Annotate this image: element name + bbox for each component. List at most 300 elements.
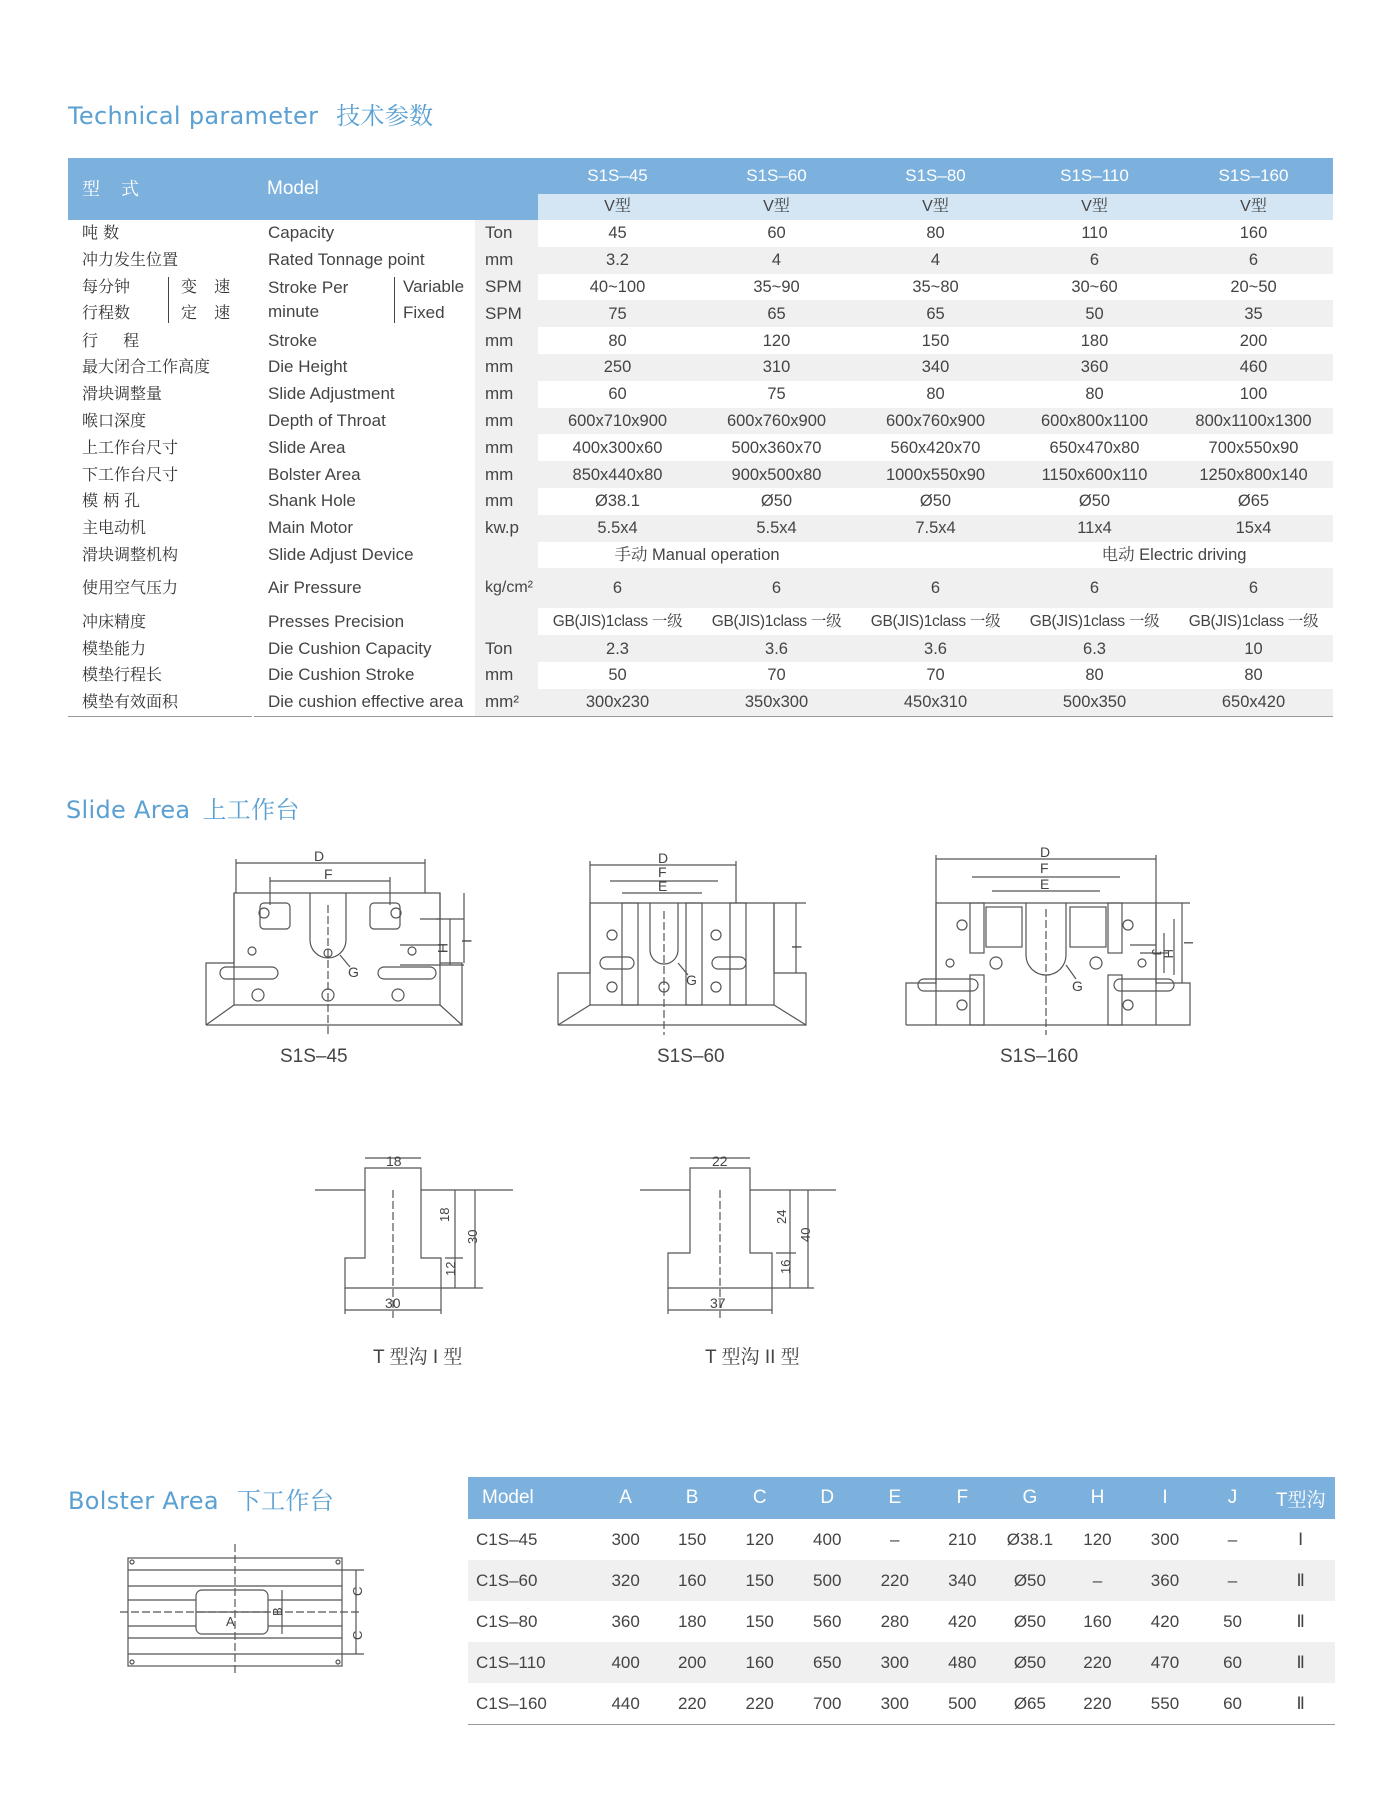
col-header: F: [929, 1477, 997, 1519]
cell: Ø38.1: [595, 492, 640, 511]
cell: 650: [793, 1642, 861, 1683]
header-type: V型: [1174, 194, 1333, 220]
cell: 6: [1015, 247, 1174, 274]
cell: Ⅱ: [1266, 1560, 1335, 1601]
drawing-outline: [315, 1158, 513, 1318]
row-en-sub1: Variable: [403, 277, 465, 297]
cell-empty: [856, 542, 1015, 569]
row-cn: 喉口深度: [68, 408, 253, 435]
table-row: [468, 1642, 1335, 1683]
caption-t-slot-type-2: T 型沟 II 型: [705, 1347, 800, 1368]
label-h: H: [1161, 949, 1176, 959]
cell: 360: [1131, 1560, 1199, 1601]
col-header: G: [996, 1477, 1064, 1519]
row-cn: 主电动机: [68, 515, 253, 542]
header-model: S1S–110: [1015, 158, 1174, 194]
cell: 460: [1174, 354, 1333, 381]
cell: 1150x600x110: [1015, 461, 1174, 488]
cell: GB(JIS)1class 一级: [1029, 612, 1160, 630]
cell: 420: [948, 1611, 977, 1631]
drawing-outline: [558, 861, 806, 1035]
cell: 35: [1174, 300, 1333, 327]
title-cn: 下工作台: [236, 1487, 335, 1515]
table-row: [68, 274, 1333, 301]
cell: C1S–45: [476, 1529, 538, 1549]
cell: 600x710x900: [538, 408, 697, 435]
row-en: Rated Tonnage point: [253, 247, 475, 274]
cell: 200: [1239, 331, 1268, 350]
cell: 220: [861, 1560, 929, 1601]
col-header: E: [861, 1477, 929, 1519]
row-cn2: 行程数: [82, 303, 131, 323]
row-en: Slide Area: [253, 434, 475, 461]
cell: 120: [762, 331, 791, 350]
label-a: A: [226, 1614, 235, 1629]
row-en-stroke-per-minute: [253, 274, 475, 328]
row-cn: 吨 数: [82, 223, 120, 243]
cell: C1S–160: [468, 1683, 593, 1725]
row-unit: SPM: [475, 300, 538, 327]
cell: Ⅰ: [1298, 1529, 1304, 1549]
cell: 50: [1223, 1611, 1242, 1631]
air-pressure-unit: kg/cm²: [485, 579, 533, 597]
cell: 560x420x70: [890, 438, 981, 457]
drawing-outline: [206, 859, 464, 1035]
cell: 4: [856, 247, 1015, 274]
cell: 600x760x900: [697, 408, 856, 435]
row-cn: 行 程: [82, 330, 150, 350]
cell: 45: [608, 224, 627, 243]
header-type: V型: [538, 194, 697, 220]
table-row: [68, 515, 1333, 542]
table-row: [68, 488, 1333, 515]
row-unit: [475, 608, 538, 635]
label-c: C: [350, 1586, 365, 1596]
cell: 80: [1244, 666, 1263, 685]
label-e: E: [658, 878, 668, 894]
row-en: Die Cushion Stroke: [253, 662, 475, 689]
row-unit: mm: [475, 662, 538, 689]
cell: 80: [1085, 666, 1104, 685]
cell: 80: [608, 331, 627, 350]
cell: 30~60: [1071, 277, 1118, 296]
dim-right1: 18: [437, 1207, 452, 1222]
cell: 120: [745, 1529, 774, 1549]
row-unit: mm: [475, 247, 538, 274]
title-cn: 上工作台: [202, 796, 300, 824]
slide-area-title: [66, 790, 300, 825]
cell: 160: [726, 1642, 794, 1683]
cell: –: [1227, 1529, 1238, 1549]
row-unit: [475, 568, 538, 608]
drawing-outline: [120, 1544, 364, 1674]
row-cn: 下工作台尺寸: [68, 461, 253, 488]
row-en: Capacity: [253, 220, 475, 247]
bolster-table-body: [468, 1519, 1335, 1725]
cell: 250: [538, 354, 697, 381]
header-type: V型: [856, 194, 1015, 220]
cell: 340: [856, 354, 1015, 381]
row-en: Die Height: [253, 354, 475, 381]
table-row: [68, 635, 1333, 662]
caption-t-slot-type-1: T 型沟 I 型: [373, 1347, 463, 1368]
cell: –: [1199, 1560, 1267, 1601]
row-unit: mm: [475, 488, 538, 515]
caption-s1s-45: S1S–45: [280, 1046, 348, 1067]
cell: 6: [538, 568, 697, 608]
col-header: T型沟: [1266, 1477, 1335, 1519]
row-unit: mm: [475, 461, 538, 488]
cell: 100: [1239, 385, 1268, 404]
table-row: [68, 381, 1333, 408]
title-en: Slide Area: [66, 796, 191, 824]
title-en: Bolster Area: [68, 1487, 219, 1515]
row-en: Presses Precision: [253, 608, 475, 635]
cell: Ⅱ: [1296, 1611, 1305, 1631]
header-model: S1S–160: [1174, 158, 1333, 194]
col-header: D: [793, 1477, 861, 1519]
cell: Ø65: [1237, 492, 1270, 511]
header-type: V型: [1015, 194, 1174, 220]
cell: 150: [745, 1611, 774, 1631]
header-model-cn: 型 式: [68, 158, 253, 220]
cell: 75: [538, 300, 697, 327]
row-en: Main Motor: [253, 515, 475, 542]
cell: 10: [1174, 635, 1333, 662]
cell: 450x310: [856, 689, 1015, 716]
cell: 15x4: [1174, 515, 1333, 542]
header-model-en: Model: [253, 158, 475, 220]
cell: 300: [861, 1683, 929, 1725]
cell: 60: [608, 385, 627, 404]
t-slot-type-1-drawing: [315, 1148, 525, 1328]
table-row: [468, 1601, 1335, 1642]
cell: 300: [1150, 1529, 1180, 1549]
cell: 160: [658, 1560, 726, 1601]
t-slot-type-2-drawing: [640, 1148, 850, 1328]
cell: 1000x550x90: [856, 461, 1015, 488]
cell: 150: [677, 1529, 707, 1549]
row-en: Die cushion effective area: [253, 689, 475, 716]
bolster-drawing: [120, 1540, 380, 1675]
row-cn: 每分钟: [82, 277, 131, 297]
cell: Ø50: [996, 1642, 1064, 1683]
cell: 35~90: [753, 277, 800, 296]
cell: 120: [1083, 1529, 1112, 1549]
table-row: [68, 542, 1333, 569]
cell: 850x440x80: [538, 461, 697, 488]
label-i: I: [1181, 941, 1196, 945]
cell: 20~50: [1230, 277, 1277, 296]
row-en: Depth of Throat: [253, 408, 475, 435]
row-cn-stroke-per-minute: [68, 274, 253, 328]
dim-right1: 24: [774, 1209, 789, 1224]
cell: Ø50: [1013, 1611, 1046, 1631]
label-h: H: [435, 943, 451, 954]
cell: 500: [793, 1560, 861, 1601]
cell: GB(JIS)1class 一级: [1188, 612, 1319, 630]
cell: 6: [1174, 568, 1333, 608]
caption-s1s-60: S1S–60: [657, 1046, 725, 1067]
cell: 200: [658, 1642, 726, 1683]
cell: 500x360x70: [731, 438, 822, 457]
header-model: S1S–80: [856, 158, 1015, 194]
row-cn: 滑块调整量: [82, 384, 163, 404]
cell: 6: [1174, 247, 1333, 274]
cell: 220: [1064, 1683, 1132, 1725]
label-i: I: [789, 945, 805, 949]
label-d: D: [658, 850, 669, 866]
row-cn: 使用空气压力: [68, 568, 253, 608]
row-unit: mm: [475, 408, 538, 435]
cell: 700: [793, 1683, 861, 1725]
cell: 560: [813, 1611, 842, 1631]
cell: 160: [1083, 1611, 1112, 1631]
label-g: G: [348, 964, 359, 980]
title-en: Technical parameter: [68, 102, 319, 130]
label-b: B: [270, 1607, 285, 1616]
row-cn: 上工作台尺寸: [82, 437, 179, 457]
cell: 300: [611, 1529, 640, 1549]
cell: 50: [1015, 300, 1174, 327]
cell: Ø50: [996, 1560, 1064, 1601]
cell: C1S–60: [468, 1560, 593, 1601]
dim-total: 30: [465, 1229, 480, 1244]
row-unit: mm: [475, 354, 538, 381]
row-en: Air Pressure: [253, 568, 475, 608]
row-unit: Ton: [475, 220, 538, 247]
header-model: S1S–45: [538, 158, 697, 194]
label-f: F: [1040, 860, 1049, 876]
cell: 5.5x4: [697, 515, 856, 542]
cell: 3.6: [697, 635, 856, 662]
cell: 700x550x90: [1208, 438, 1299, 457]
row-unit: kw.p: [475, 515, 538, 542]
col-header: H: [1064, 1477, 1132, 1519]
cell: 440: [593, 1683, 659, 1725]
cell: 600x800x1100: [1015, 408, 1174, 435]
table-row: [68, 408, 1333, 435]
col-header: Model: [468, 1477, 593, 1519]
cell: 400: [813, 1529, 842, 1549]
header-type: V型: [697, 194, 856, 220]
cell: 3.6: [856, 635, 1015, 662]
col-header: C: [726, 1477, 794, 1519]
cell: 3.2: [538, 247, 697, 274]
table-row: [468, 1683, 1335, 1725]
cell: 480: [929, 1642, 997, 1683]
cell: 2.3: [538, 635, 697, 662]
cell: 6: [1015, 568, 1174, 608]
cell: 310: [697, 354, 856, 381]
cell: Ø38.1: [1006, 1529, 1054, 1549]
cell: C1S–110: [468, 1642, 593, 1683]
cell: 40~100: [589, 277, 646, 296]
table-row: [68, 662, 1333, 689]
label-g: G: [686, 972, 697, 988]
dim-bottom: 30: [385, 1295, 401, 1311]
label-j: J: [1149, 949, 1164, 956]
row-en: Slide Adjustment: [253, 381, 475, 408]
cell: GB(JIS)1class 一级: [711, 612, 842, 630]
cell: 80: [926, 224, 945, 243]
cell-electric-driving: 电动 Electric driving: [1101, 545, 1247, 564]
slide-drawing-s1s-45: [200, 845, 475, 1040]
row-en: Die Cushion Capacity: [253, 635, 475, 662]
table-row: [68, 434, 1333, 461]
row-cn: 模垫能力: [68, 635, 253, 662]
row-en: Stroke: [253, 327, 475, 354]
cell: 6: [856, 568, 1015, 608]
cell: 360: [611, 1611, 640, 1631]
table-row: [68, 220, 1333, 247]
dim-right2: 16: [778, 1259, 793, 1274]
cell: 600x760x900: [856, 408, 1015, 435]
row-unit: mm²: [475, 689, 538, 716]
row-cn: 模垫有效面积: [68, 689, 253, 716]
table-row: [468, 1560, 1335, 1601]
cell: 280: [880, 1611, 909, 1631]
col-header: I: [1131, 1477, 1199, 1519]
label-f: F: [658, 864, 667, 880]
cell: 11x4: [1015, 515, 1174, 542]
title-cn: 技术参数: [336, 102, 434, 130]
cell: 60: [767, 224, 786, 243]
table-row: [468, 1519, 1335, 1560]
cell: 650x420: [1174, 689, 1333, 716]
cell: Ø50: [1078, 492, 1111, 511]
row-en: Bolster Area: [253, 461, 475, 488]
cell: C1S–80: [476, 1611, 538, 1631]
cell: 80: [926, 385, 945, 404]
dim-right2: 12: [443, 1261, 458, 1276]
cell: 320: [593, 1560, 659, 1601]
cell: 160: [1239, 224, 1268, 243]
row-unit: Ton: [475, 635, 538, 662]
cell: 70: [926, 666, 945, 685]
table-row: [68, 327, 1333, 354]
cell: Ø50: [760, 492, 793, 511]
cell: –: [1064, 1560, 1132, 1601]
bolster-area-title: [68, 1481, 334, 1516]
label-d: D: [314, 848, 325, 864]
table-row: [68, 689, 1333, 716]
dim-top: 22: [712, 1153, 728, 1169]
table-row: [68, 354, 1333, 381]
cell: 35~80: [912, 277, 959, 296]
cell: 1250x800x140: [1174, 461, 1333, 488]
cell: GB(JIS)1class 一级: [870, 612, 1001, 630]
cell: 650x470x80: [1049, 438, 1140, 457]
cell: 300x230: [538, 689, 697, 716]
row-unit: mm: [475, 434, 538, 461]
dim-total: 40: [798, 1227, 813, 1242]
cell: GB(JIS)1class 一级: [552, 612, 683, 630]
cell: 220: [726, 1683, 794, 1725]
row-sub2: 定 速: [181, 303, 237, 323]
cell: 110: [1081, 224, 1108, 243]
cell: Ø50: [919, 492, 952, 511]
col-header: A: [593, 1477, 659, 1519]
cell: –: [890, 1529, 900, 1549]
technical-parameter-title: [68, 96, 433, 131]
bolster-area-table: [468, 1477, 1335, 1725]
cell: 300: [861, 1642, 929, 1683]
label-i: I: [459, 939, 475, 943]
cell: 340: [929, 1560, 997, 1601]
row-cn: 冲床精度: [82, 611, 147, 631]
cell: Ⅱ: [1266, 1642, 1335, 1683]
cell: 60: [1199, 1683, 1267, 1725]
cell: 150: [726, 1560, 794, 1601]
cell: 6: [697, 568, 856, 608]
row-sub1: 变 速: [181, 277, 237, 297]
caption-s1s-160: S1S–160: [1000, 1046, 1079, 1067]
cell: 75: [767, 385, 786, 404]
row-cn: 最大闭合工作高度: [68, 354, 253, 381]
dim-top: 18: [386, 1153, 402, 1169]
row-cn: 滑块调整机构: [82, 544, 179, 564]
row-unit: mm: [475, 327, 538, 354]
cell: 360: [1015, 354, 1174, 381]
cell: 65: [856, 300, 1015, 327]
cell: 70: [767, 666, 786, 685]
label-c: C: [350, 1630, 365, 1640]
row-en: Slide Adjust Device: [253, 542, 475, 569]
row-unit: [475, 542, 538, 569]
label-e: E: [1040, 876, 1050, 892]
cell: 5.5x4: [538, 515, 697, 542]
cell: 400: [593, 1642, 659, 1683]
cell: 220: [1064, 1642, 1132, 1683]
cell: 420: [1150, 1611, 1180, 1631]
cell: 400x300x60: [572, 438, 663, 457]
col-header: J: [1199, 1477, 1267, 1519]
label-f: F: [324, 866, 333, 882]
cell: Ø65: [996, 1683, 1064, 1725]
label-d: D: [1040, 844, 1051, 860]
cell: 50: [608, 666, 627, 685]
technical-parameter-table: [68, 158, 1333, 717]
cell: 350x300: [697, 689, 856, 716]
header-model: S1S–60: [697, 158, 856, 194]
row-unit: mm: [475, 381, 538, 408]
cell: 6.3: [1015, 635, 1174, 662]
row-cn: 模 柄 孔: [82, 491, 141, 511]
cell: 60: [1199, 1642, 1267, 1683]
cell: 150: [921, 331, 950, 350]
cell: 7.5x4: [856, 515, 1015, 542]
row-en: Stroke Per: [268, 278, 349, 298]
slide-drawing-s1s-160: [900, 845, 1200, 1040]
cell: 550: [1131, 1683, 1199, 1725]
table-row: [68, 608, 1333, 635]
cell: 4: [697, 247, 856, 274]
dim-bottom: 37: [710, 1295, 726, 1311]
cell: 220: [658, 1683, 726, 1725]
cell: 65: [697, 300, 856, 327]
row-cn: 模垫行程长: [82, 665, 163, 685]
table-row: [68, 247, 1333, 274]
row-en2: minute: [268, 302, 320, 322]
cell: 500x350: [1015, 689, 1174, 716]
table-row: [68, 568, 1333, 608]
header-unit-blank: [475, 158, 538, 220]
col-header: B: [658, 1477, 726, 1519]
cell: Ⅱ: [1266, 1683, 1335, 1725]
cell: 80: [1085, 385, 1104, 404]
cell: 470: [1131, 1642, 1199, 1683]
